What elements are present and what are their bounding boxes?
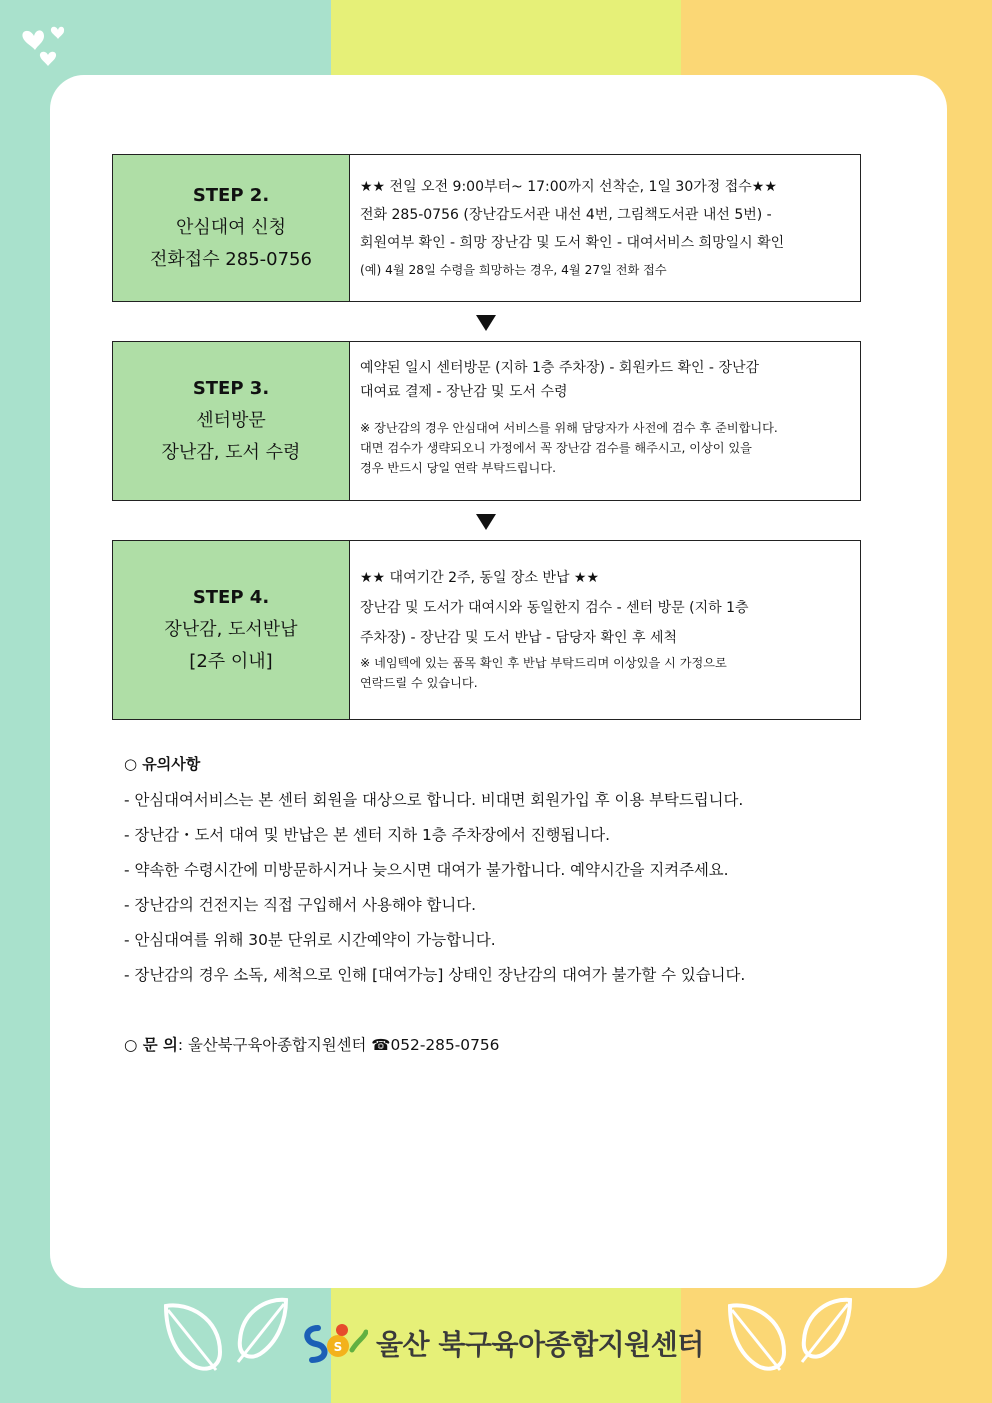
step-3-subtitle-1: 센터방문 xyxy=(196,410,266,431)
precautions-heading: ○ 유의사항 xyxy=(124,755,201,773)
hearts-icon xyxy=(20,22,80,72)
contact-label: ○ 문 의 xyxy=(124,1036,178,1054)
step-2-line-2: 전화 285-0756 (장난감도서관 내선 4번, 그림책도서관 내선 5번) - xyxy=(360,207,772,223)
step-4-note-2: 연락드릴 수 있습니다. xyxy=(360,676,478,690)
step-4-details xyxy=(350,541,860,719)
step-4-subtitle-2: [2주 이내] xyxy=(189,651,273,672)
footer xyxy=(0,1292,992,1403)
step-4-subtitle-1: 장난감, 도서반납 xyxy=(164,619,298,640)
arrow-down-icon xyxy=(474,513,498,531)
precautions-section xyxy=(124,752,884,998)
step-2-line-3: 회원여부 확인 - 희망 장난감 및 도서 확인 - 대여서비스 희망일시 확인 xyxy=(360,235,785,251)
step-3-note-2: 대면 검수가 생략되오니 가정에서 꼭 장난감 검수를 해주시고, 이상이 있을 xyxy=(360,441,752,455)
step-3-title: STEP 3. xyxy=(192,378,270,399)
step-4-line-1: ★★ 대여기간 2주, 동일 장소 반납 ★★ xyxy=(360,570,600,586)
step-2-line-1: ★★ 전일 오전 9:00부터~ 17:00까지 선착순, 1일 30가정 접수★★ xyxy=(360,179,777,195)
step-3-note-3: 경우 반드시 당일 연락 부탁드립니다. xyxy=(360,461,556,475)
step-4-title: STEP 4. xyxy=(192,587,270,608)
organization-logo xyxy=(298,1318,704,1368)
step-2-note-1: (예) 4월 28일 수령을 희망하는 경우, 4월 27일 전화 접수 xyxy=(360,263,667,277)
step-4-line-3: 주차장) - 장난감 및 도서 반납 - 담당자 확인 후 세척 xyxy=(360,630,678,646)
precaution-item: - 장난감의 경우 소독, 세척으로 인해 [대여가능] 상태인 장난감의 대여가 불가할 수 있습니다. xyxy=(124,966,746,984)
step-2-subtitle-1: 안심대여 신청 xyxy=(175,217,287,238)
precaution-item: - 안심대여서비스는 본 센터 회원을 대상으로 합니다. 비대면 회원가입 후 이용 부탁드립니다. xyxy=(124,791,744,809)
step-2-title: STEP 2. xyxy=(192,185,270,206)
step-4-note-1: ※ 네임텍에 있는 품목 확인 후 반납 부탁드리며 이상있을 시 가정으로 xyxy=(360,656,727,670)
leaf-icon xyxy=(158,1292,298,1382)
arrow-down-icon xyxy=(474,314,498,332)
contact-info xyxy=(124,1033,499,1057)
leaf-icon xyxy=(722,1292,862,1382)
precaution-item: - 약속한 수령시간에 미방문하시거나 늦으시면 대여가 불가합니다. 예약시간을 지켜주세요. xyxy=(124,861,729,879)
logo-mark-icon xyxy=(298,1318,368,1368)
precaution-item: - 안심대여를 위해 30분 단위로 시간예약이 가능합니다. xyxy=(124,931,496,949)
step-2-box xyxy=(112,154,861,302)
step-3-line-2: 대여료 결제 - 장난감 및 도서 수령 xyxy=(360,384,568,400)
step-3-box xyxy=(112,341,861,501)
step-3-subtitle-2: 장난감, 도서 수령 xyxy=(161,442,301,463)
step-2-header xyxy=(113,155,350,301)
step-4-box xyxy=(112,540,861,720)
step-3-header xyxy=(113,342,350,500)
step-4-header xyxy=(113,541,350,719)
step-3-note-1: ※ 장난감의 경우 안심대여 서비스를 위해 담당자가 사전에 검수 후 준비합니다. xyxy=(360,421,778,435)
step-2-details xyxy=(350,155,860,301)
precaution-item: - 장난감의 건전지는 직접 구입해서 사용해야 합니다. xyxy=(124,896,477,914)
precaution-item: - 장난감・도서 대여 및 반납은 본 센터 지하 1층 주차장에서 진행됩니다. xyxy=(124,826,610,844)
logo-mark-text: S xyxy=(333,1340,343,1354)
step-2-subtitle-2: 전화접수 285-0756 xyxy=(150,249,312,270)
contact-value: : 울산북구육아종합지원센터 ☎052-285-0756 xyxy=(177,1036,500,1054)
organization-name: 울산 북구육아종합지원센터 xyxy=(376,1328,704,1361)
step-4-line-2: 장난감 및 도서가 대여시와 동일한지 검수 - 센터 방문 (지하 1층 xyxy=(360,600,749,616)
step-3-details xyxy=(350,342,860,500)
step-3-line-1: 예약된 일시 센터방문 (지하 1층 주차장) - 회원카드 확인 - 장난감 xyxy=(360,360,760,376)
